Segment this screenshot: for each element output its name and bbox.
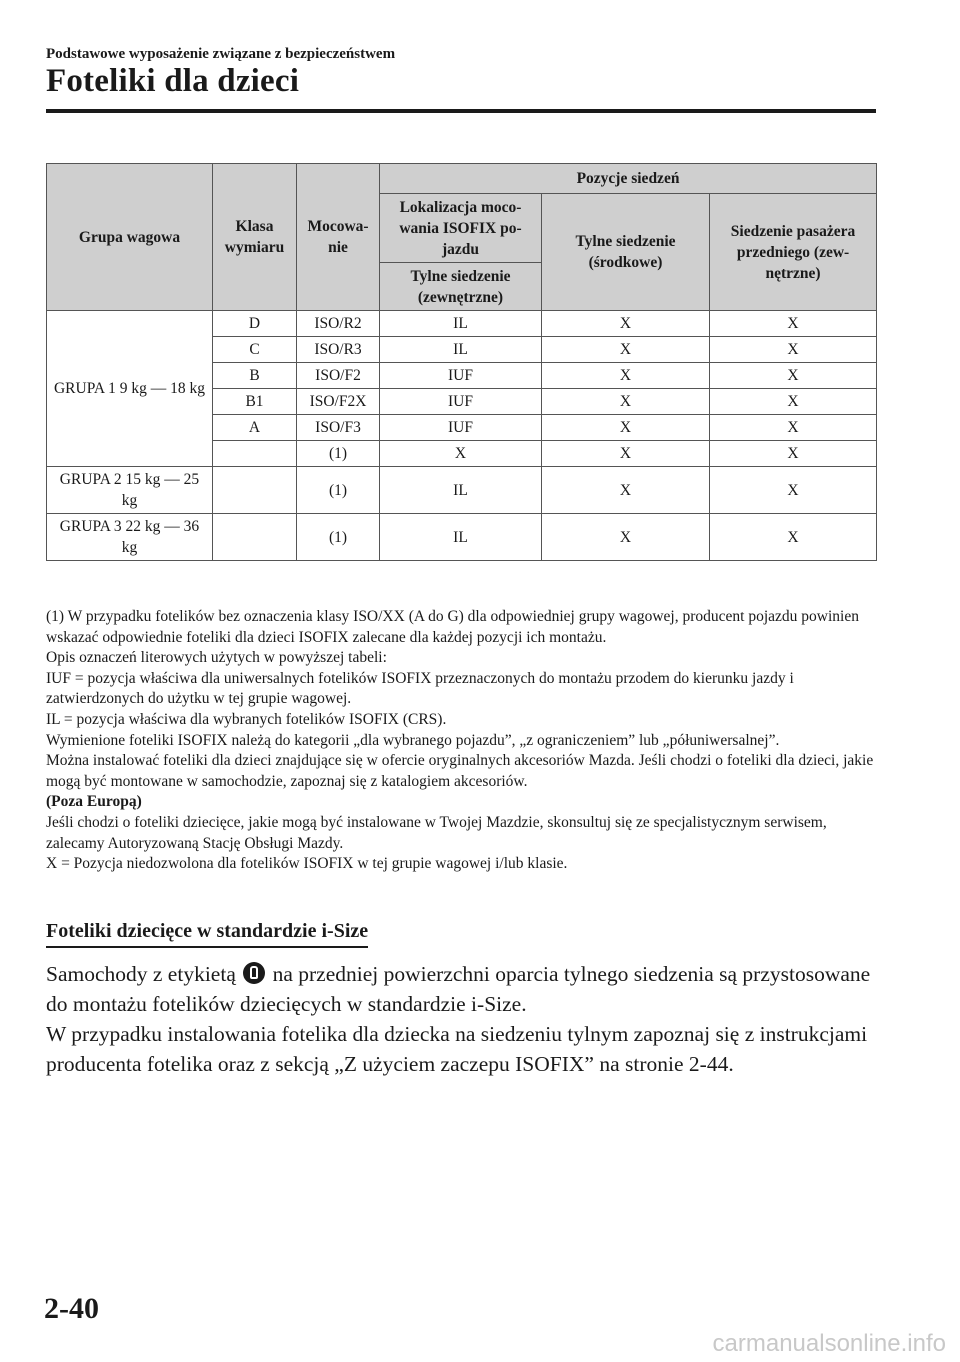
cell-outer: IL xyxy=(380,337,542,363)
group2-label: GRUPA 2 15 kg ― 25 kg xyxy=(47,467,213,514)
note-il: IL = pozycja właściwa dla wybranych fotelików ISOFIX (CRS). xyxy=(46,710,447,728)
header-front-passenger: Siedzenie pasażera przedniego (zew-nętrzne) xyxy=(710,194,877,311)
table-notes xyxy=(46,607,886,875)
note-mazda-accessories: Można instalować foteliki dla dzieci znajdujące się w ofercie oryginalnych akcesoriów Mazda. Jeśli chodzi o foteliki dla dzieci, jakie mogą być montowane w samochodzie, zapoznaj się z katalogiem akcesoriów. xyxy=(46,752,874,790)
note-service: Jeśli chodzi o foteliki dziecięce, jakie mogą być instalowane w Twojej Mazdzie, skonsultuj się ze specjalistycznym serwisem, zalecamy Autoryzowaną Stację Obsługi Mazdy. xyxy=(46,813,827,852)
cell-front: X xyxy=(710,389,877,415)
cell-center: X xyxy=(542,415,710,441)
cell-class xyxy=(213,467,297,514)
cell-mounting: ISO/F2X xyxy=(297,389,380,415)
cell-outer: IUF xyxy=(380,415,542,441)
cell-front: X xyxy=(710,363,877,389)
cell-front: X xyxy=(710,337,877,363)
cell-class xyxy=(213,514,297,561)
title-rule xyxy=(46,109,876,113)
cell-outer: IL xyxy=(380,467,542,514)
header-rear-center: Tylne siedzenie (środkowe) xyxy=(542,194,710,311)
cell-class: B1 xyxy=(213,389,297,415)
header-weight-group: Grupa wagowa xyxy=(47,164,213,311)
cell-mounting: ISO/R2 xyxy=(297,311,380,337)
table-row xyxy=(47,514,877,561)
group1-label: GRUPA 1 9 kg ― 18 kg xyxy=(47,311,213,467)
cell-front: X xyxy=(710,441,877,467)
note-footnote-1: (1) W przypadku fotelików bez oznaczenia klasy ISO/XX (A do G) dla odpowiedniej grupy wagowej, producent pojazdu powinien wskazać odpowiednie foteliki dla dzieci ISOFIX zalecane dla każdej pozycji ich montażu. xyxy=(46,608,859,646)
cell-mounting: ISO/R3 xyxy=(297,337,380,363)
cell-front: X xyxy=(710,311,877,337)
i-size-label-icon xyxy=(243,962,265,984)
cell-front: X xyxy=(710,467,877,514)
cell-center: X xyxy=(542,311,710,337)
isize-text-before: Samochody z etykietą xyxy=(46,962,236,986)
section-label: Podstawowe wyposażenie związane z bezpieczeństwem xyxy=(46,46,396,62)
cell-outer: X xyxy=(380,441,542,467)
cell-center: X xyxy=(542,467,710,514)
isize-paragraph-2: W przypadku instalowania fotelika dla dziecka na siedzeniu tylnym zapoznaj się z instrukcjami producenta fotelika oraz z sekcją „Z użyciem zaczepu ISOFIX” na stronie 2-44. xyxy=(46,1022,868,1076)
cell-mounting: ISO/F2 xyxy=(297,363,380,389)
header-size-class: Klasa wymiaru xyxy=(213,164,297,311)
table-row xyxy=(47,467,877,514)
note-iuf: IUF = pozycja właściwa dla uniwersalnych fotelików ISOFIX przeznaczonych do montażu przodem do kierunku jazdy i zatwierdzonych do użytku w tej grupie wagowej. xyxy=(46,669,794,708)
isize-body xyxy=(46,959,886,1079)
cell-mounting: (1) xyxy=(297,441,380,467)
cell-outer: IL xyxy=(380,514,542,561)
cell-center: X xyxy=(542,441,710,467)
isize-heading: Foteliki dziecięce w standardzie i-Size xyxy=(46,920,368,948)
cell-mounting: (1) xyxy=(297,467,380,514)
group3-label: GRUPA 3 22 kg ― 36 kg xyxy=(47,514,213,561)
cell-mounting: (1) xyxy=(297,514,380,561)
note-categories: Wymienione foteliki ISOFIX należą do kategorii „dla wybranego pojazdu”, „z ograniczeniem” lub „półuniwersalnej”. xyxy=(46,731,780,749)
header-isofix-location: Lokalizacja moco-wania ISOFIX po-jazdu xyxy=(380,194,542,263)
cell-class: D xyxy=(213,311,297,337)
cell-center: X xyxy=(542,514,710,561)
cell-class xyxy=(213,441,297,467)
note-x-legend: X = Pozycja niedozwolona dla fotelików ISOFIX w tej grupie wagowej i/lub klasie. xyxy=(46,855,568,873)
cell-front: X xyxy=(710,514,877,561)
watermark: carmanualsonline.info xyxy=(712,1330,946,1357)
cell-class: B xyxy=(213,363,297,389)
cell-outer: IL xyxy=(380,311,542,337)
cell-center: X xyxy=(542,337,710,363)
cell-front: X xyxy=(710,415,877,441)
header-mounting: Mocowa-nie xyxy=(297,164,380,311)
note-legend-intro: Opis oznaczeń literowych użytych w powyższej tabeli: xyxy=(46,649,387,667)
header-seat-positions: Pozycje siedzeń xyxy=(380,164,877,194)
page-title: Foteliki dla dzieci xyxy=(46,63,300,99)
cell-class: A xyxy=(213,415,297,441)
cell-outer: IUF xyxy=(380,363,542,389)
cell-center: X xyxy=(542,389,710,415)
isize-text-after: na przedniej powierzchni oparcia tylnego siedzenia są przystosowane do montażu fotelików dziecięcych w standardzie i-Size. xyxy=(46,962,871,1016)
isize-paragraph-1 xyxy=(46,959,886,1019)
note-outside-europe: (Poza Europą) xyxy=(46,793,142,811)
cell-center: X xyxy=(542,363,710,389)
table-row xyxy=(47,311,877,337)
cell-outer: IUF xyxy=(380,389,542,415)
page-number: 2-40 xyxy=(44,1292,99,1325)
cell-mounting: ISO/F3 xyxy=(297,415,380,441)
cell-class: C xyxy=(213,337,297,363)
header-rear-outer: Tylne siedzenie (zewnętrzne) xyxy=(380,263,542,311)
isofix-table xyxy=(46,163,877,561)
